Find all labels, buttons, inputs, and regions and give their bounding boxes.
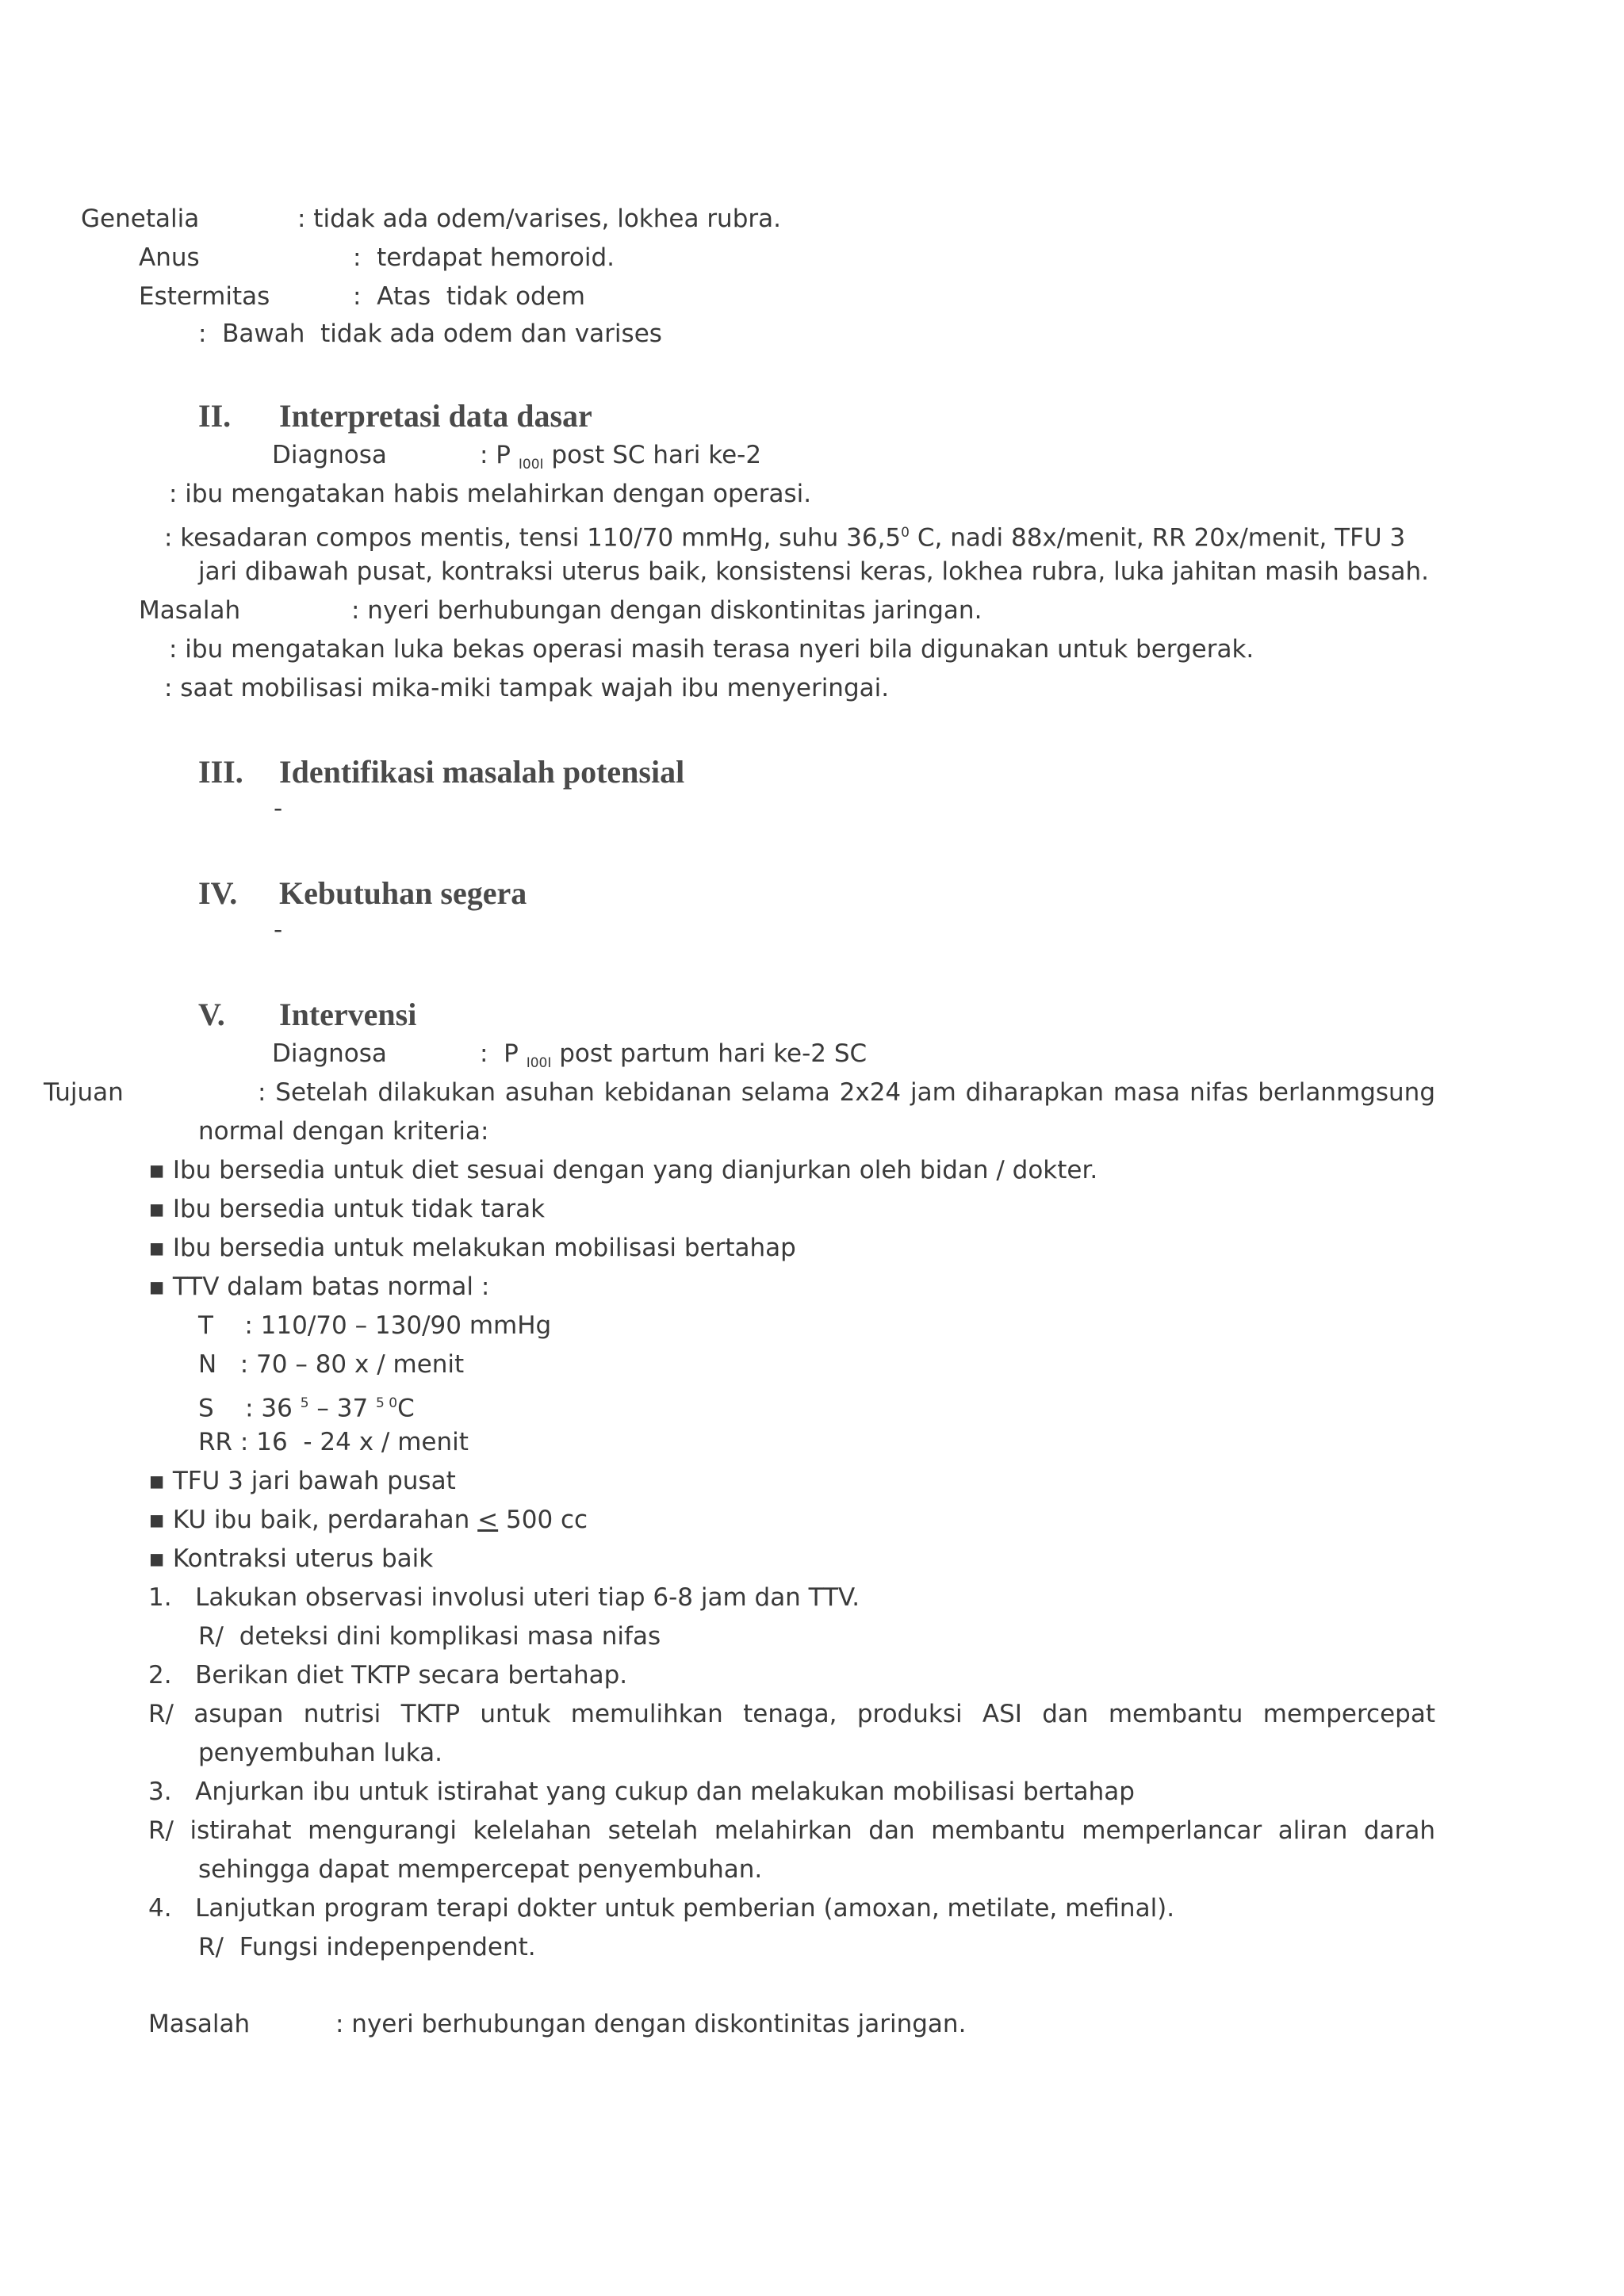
rationale: R/ asupan nutrisi TKTP untuk memulihkan tenaga, produksi ASI dan membantu mempercepat	[148, 1700, 1435, 1728]
label-anus: Anus	[139, 243, 200, 272]
label-masalah-intervensi: Masalah	[148, 2010, 251, 2038]
rationale: R/ istirahat mengurangi kelelahan setelah melahirkan dan membantu memperlancar aliran darah	[148, 1816, 1435, 1845]
criteria-item: ▪ Ibu bersedia untuk tidak tarak	[148, 1195, 546, 1223]
value-anus: : terdapat hemoroid.	[353, 243, 615, 272]
intervention-item: 2. Berikan diet TKTP secara bertahap.	[148, 1661, 628, 1689]
intervention-item: 4. Lanjutkan program terapi dokter untuk pemberian (amoxan, metilate, mefinal).	[148, 1894, 1175, 1923]
objective-data-cont: jari dibawah pusat, kontraksi uterus baik, konsistensi keras, lokhea rubra, luka jahitan masih basah.	[198, 557, 1429, 586]
section-number-iii: III.	[198, 754, 243, 790]
criteria-item: ▪ Ibu bersedia untuk melakukan mobilisasi bertahap	[148, 1234, 796, 1262]
vital-sign-nadi: N : 70 – 80 x / menit	[198, 1350, 465, 1379]
label-masalah: Masalah	[139, 596, 241, 625]
criteria-item: ▪ Ibu bersedia untuk diet sesuai dengan yang dianjurkan oleh bidan / dokter.	[148, 1156, 1098, 1184]
section-title-intervensi: Intervensi	[279, 997, 417, 1032]
value-masalah-intervensi: : nyeri berhubungan dengan diskontinitas jaringan.	[335, 2010, 967, 2038]
value-diagnosa: : P $_{I00I}$ post SC hari ke-2	[480, 441, 762, 473]
intervention-item: 1. Lakukan observasi involusi uteri tiap 6-8 jam dan TTV.	[148, 1583, 860, 1612]
rationale-cont: penyembuhan luka.	[198, 1739, 443, 1767]
rationale-cont: sehingga dapat mempercepat penyembuhan.	[198, 1855, 763, 1884]
subjective-data: : ibu mengatakan habis melahirkan dengan operasi.	[169, 480, 812, 508]
criteria-item: ▪ TTV dalam batas normal :	[148, 1272, 490, 1301]
section-title-interpretasi: Interpretasi data dasar	[279, 398, 592, 434]
intervention-item: 3. Anjurkan ibu untuk istirahat yang cukup dan melakukan mobilisasi bertahap	[148, 1777, 1135, 1806]
vital-sign-rr: RR : 16 - 24 x / menit	[198, 1428, 469, 1456]
criteria-item: ▪ KU ibu baik, perdarahan < 500 cc	[148, 1506, 588, 1534]
section-number-iv: IV.	[198, 875, 238, 911]
value-estermitas-atas: : Atas tidak odem	[353, 282, 585, 311]
vital-sign-tensi: T : 110/70 – 130/90 mmHg	[198, 1311, 552, 1340]
kebutuhan-value: -	[274, 916, 283, 944]
section-number-v: V.	[198, 997, 225, 1032]
section-number-ii: II.	[198, 398, 232, 434]
criteria-item: ▪ TFU 3 jari bawah pusat	[148, 1467, 456, 1495]
rationale: R/ deteksi dini komplikasi masa nifas	[198, 1622, 661, 1651]
masalah-subjective: : ibu mengatakan luka bekas operasi masih terasa nyeri bila digunakan untuk bergerak.	[169, 635, 1254, 664]
masalah-objective: : saat mobilisasi mika-miki tampak wajah ibu menyeringai.	[164, 674, 890, 702]
value-tujuan-cont: normal dengan kriteria:	[198, 1117, 489, 1146]
objective-data: : kesadaran compos mentis, tensi 110/70 mmHg, suhu 36,5$^0$ C, nadi 88x/menit, RR 20x/menit, TFU 3	[164, 523, 1406, 553]
label-diagnosa: Diagnosa	[272, 441, 387, 469]
label-estermitas: Estermitas	[139, 282, 270, 311]
value-diagnosa-intervensi: : P $_{I00I}$ post partum hari ke-2 SC	[480, 1039, 868, 1072]
criteria-item: ▪ Kontraksi uterus baik	[148, 1544, 434, 1573]
section-title-identifikasi: Identifikasi masalah potensial	[279, 754, 685, 790]
value-tujuan: : Setelah dilakukan asuhan kebidanan selama 2x24 jam diharapkan masa nifas berlanmgsung	[258, 1078, 1435, 1107]
value-estermitas-bawah: : Bawah tidak ada odem dan varises	[198, 320, 662, 348]
section-title-kebutuhan: Kebutuhan segera	[279, 875, 527, 911]
identifikasi-value: -	[274, 794, 283, 823]
label-tujuan: Tujuan	[44, 1078, 124, 1107]
value-genetalia: : tidak ada odem/varises, lokhea rubra.	[297, 205, 781, 233]
value-masalah: : nyeri berhubungan dengan diskontinitas jaringan.	[351, 596, 982, 625]
label-genetalia: Genetalia	[81, 205, 200, 233]
vital-sign-suhu: S : 36 $^5$ – 37 $^{5 0}$C	[198, 1394, 415, 1423]
rationale: R/ Fungsi indepenpendent.	[198, 1933, 536, 1961]
label-diagnosa-intervensi: Diagnosa	[272, 1039, 387, 1068]
